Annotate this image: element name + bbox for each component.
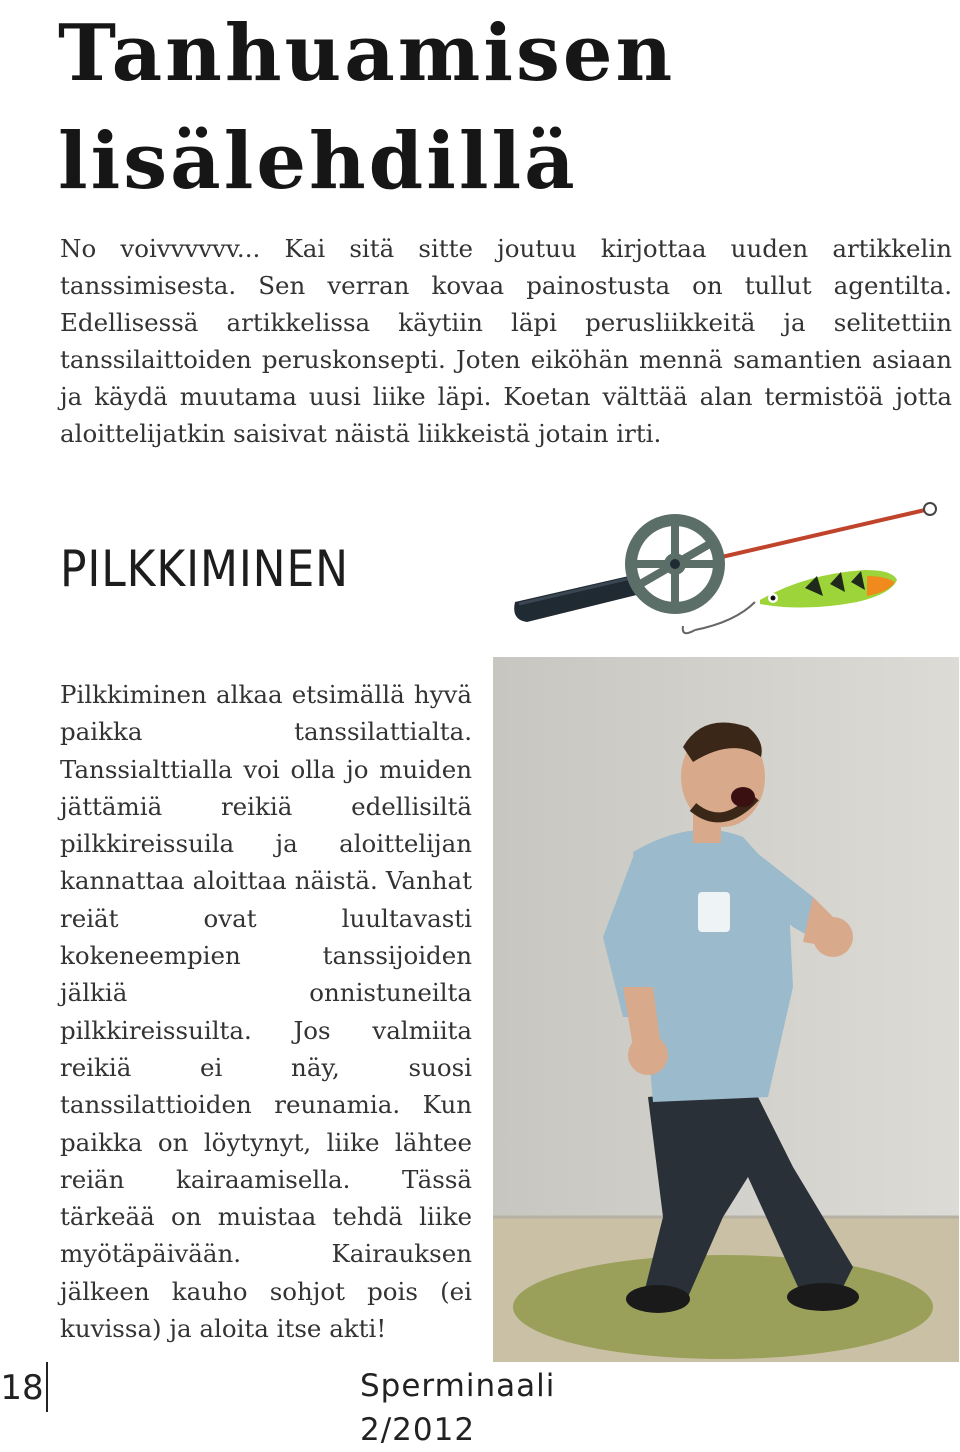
title-line-2: lisälehdillä bbox=[58, 116, 578, 207]
section-body: Pilkkiminen alkaa etsimällä hyvä paikka tanssilattialta. Tanssialttialla voi olla jo muiden jättämiä reikiä edellisiltä pilkkireissuila ja aloittelijan kannattaa aloittaa näistä. Vanhat reiät ovat luultavasti kokeneempien tanssijoiden jälkiä onnistuneilta pilkkireissuilta. Jos valmiita reikiä ei näy, suosi tanssilattioiden reunamia. Kun paikka on löytynyt, liike lähtee reiän kairaamisella. Tässä tärkeää on muistaa tehdä liike myötäpäivään. Kairauksen jälkeen kauho sohjot pois (ei kuvissa) ja aloita itse akti! bbox=[60, 680, 472, 1344]
reel-wheel-icon bbox=[625, 514, 725, 614]
ice-fishing-rod-icon bbox=[505, 492, 950, 652]
intro-paragraph: No voivvvvvv... Kai sitä sitte joutuu kirjottaa uuden artikkelin tanssimisesta. Sen verran kovaa painostusta on tullut agentilta. Edellisessä artikkelissa käytiin läpi perusliikkeitä ja selitettiin tanssilaittoiden peruskonsepti. Joten eiköhän mennä samantien asiaan ja käydä muutama uusi liike läpi. Koetan välttää alan termistöä jotta aloittelijatkin saisivat näistä liikkeistä jotain irti. bbox=[60, 234, 952, 448]
page-number-divider bbox=[46, 1362, 48, 1412]
article-title bbox=[58, 0, 938, 216]
section-heading: PILKKIMINEN bbox=[60, 540, 349, 598]
fishing-lure-icon bbox=[760, 570, 897, 608]
publication-footer: Sperminaali 2/2012 bbox=[360, 1368, 556, 1448]
dancer-photo bbox=[493, 657, 959, 1362]
title-line-1: Tanhuamisen bbox=[58, 8, 676, 99]
page-number: 18 bbox=[0, 1368, 44, 1408]
